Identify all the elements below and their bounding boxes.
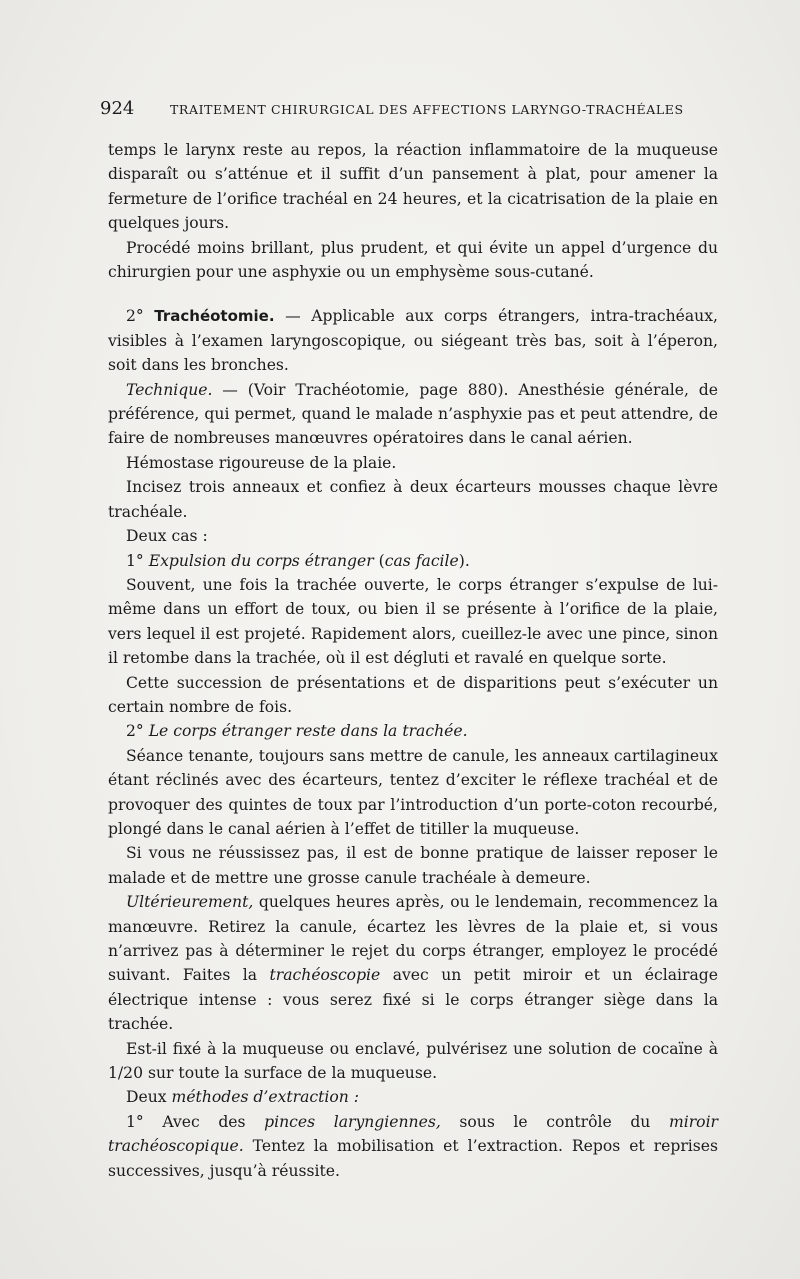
section-number: 2° (126, 307, 144, 326)
paragraph: Souvent, une fois la trachée ouverte, le corps étranger s’expulse de lui-même dans un effort de toux, ou bien il se présente à l’orifice de la plaie, vers lequel il est projeté. Rapidement alors, cueillez-le avec une pince, sinon il retombe dans la trachée, où il est dégluti et ravalé en quelque sorte. (108, 575, 718, 668)
paragraph (108, 378, 718, 451)
paragraph (108, 890, 718, 1036)
page-body (108, 138, 718, 1183)
running-title: TRAITEMENT CHIRURGICAL DES AFFECTIONS LARYNGO-TRACHÉALES (170, 102, 684, 117)
case-title: Le corps étranger reste dans la trachée. (148, 722, 468, 741)
paragraph-text: Avec des (143, 1112, 265, 1131)
paragraph-text: quelques heures après, ou le lendemain, recommencez la manœuvre. Retirez la canule, écartez les lèvres de la plaie et, si vous n’arrivez pas à déterminer le rejet du corps étranger, employez le procédé suivant. Faites la (108, 893, 718, 985)
paragraph (108, 1110, 718, 1183)
case-number: 2° (126, 722, 144, 741)
page-number: 924 (100, 98, 135, 119)
paragraph: Séance tenante, toujours sans mettre de canule, les anneaux cartilagineux étant réclinés avec des écarteurs, tentez d’exciter le réflexe trachéal et de provoquer des quintes de toux par l’introduction d’un porte-coton recourbé, plongé dans le canal aérien à l’effet de titiller la muqueuse. (108, 746, 718, 838)
paragraph: Si vous ne réussissez pas, il est de bonne pratique de laisser reposer le malade et de mettre une grosse canule trachéale à demeure. (108, 844, 718, 887)
case-heading (108, 719, 718, 743)
case-number: 1° (126, 551, 144, 570)
paragraph: Cette succession de présentations et de disparitions peut s’exécuter un certain nombre de fois. (108, 673, 718, 716)
paragraph: temps le larynx reste au repos, la réaction inflammatoire de la muqueuse disparaît ou s’atténue et il suffit d’un pansement à plat, pour amener la fermeture de l’orifice trachéal en 24 heures, et la cicatrisation de la plaie en quelques jours. (108, 141, 718, 233)
paragraph-text: Tentez la mobilisation et l’extraction. Repos et reprises successives, jusqu’à réussite. (108, 1137, 718, 1180)
paragraph-text: avec un petit miroir et un éclairage électrique intense : vous serez fixé si le corps étranger siège dans la trachée. (108, 966, 718, 1034)
paragraph-text: sous le contrôle du (440, 1112, 669, 1131)
italic-label: Ultérieurement, (126, 893, 254, 912)
case-title: Expulsion du corps étranger (148, 551, 374, 570)
paragraph: Incisez trois anneaux et confiez à deux écarteurs mousses chaque lèvre trachéale. (108, 478, 718, 521)
section-title: Trachéotomie. (154, 307, 275, 326)
italic-label: Technique. (126, 380, 213, 399)
paragraph: Est-il fixé à la muqueuse ou enclavé, pulvérisez une solution de cocaïne à 1/20 sur toute la surface de la muqueuse. (108, 1039, 718, 1083)
paragraph: Deux cas : (126, 527, 208, 546)
paragraph: Hémostase rigoureuse de la plaie. (126, 453, 397, 472)
paragraph-text: Deux (126, 1088, 172, 1107)
section-paragraph (108, 304, 718, 377)
italic-term: pinces laryngiennes, (264, 1112, 441, 1131)
italic-term: miroir trachéoscopique. (108, 1112, 719, 1156)
italic-term: méthodes d’extraction : (171, 1088, 360, 1107)
italic-term: trachéoscopie (269, 966, 381, 985)
list-number: 1° (126, 1112, 144, 1131)
paragraph-text: — Applicable aux corps étrangers, intra-trachéaux, visibles à l’examen laryngoscopique, ou siégeant très bas, soit à l’éperon, soit dans les bronches. (108, 307, 718, 375)
paragraph-text: — (Voir Trachéotomie, page 880). Anesthésie générale, de préférence, qui permet, quand le malade n’asphyxie pas et peut attendre, de faire de nombreuses manœuvres opératoires dans le canal aérien. (108, 380, 718, 448)
page-header (100, 98, 690, 119)
case-heading: 1° Expulsion du corps étranger (cas facile). (126, 551, 470, 570)
paragraph (108, 1085, 718, 1109)
paragraph: Procédé moins brillant, plus prudent, et qui évite un appel d’urgence du chirurgien pour une asphyxie ou un emphysème sous-cutané. (108, 238, 718, 282)
case-note: cas facile (384, 551, 459, 570)
